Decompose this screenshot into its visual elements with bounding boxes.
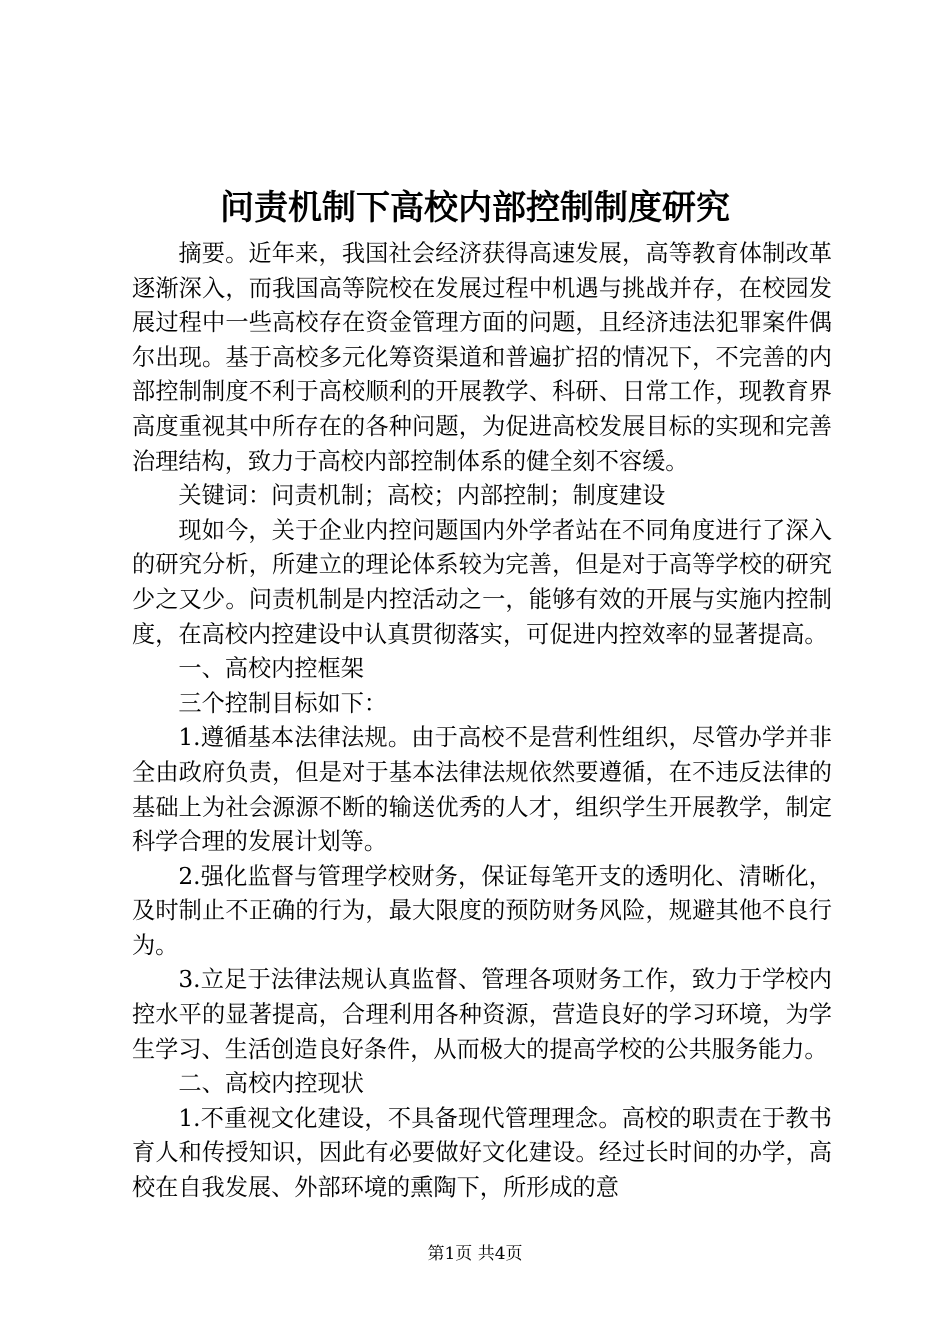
document-title: 问责机制下高校内部控制制度研究 — [220, 188, 730, 228]
keywords-paragraph: 关键词：问责机制；高校；内部控制；制度建设 — [178, 482, 666, 510]
objective-item-3: 3.立足于法律法规认真监督、管理各项财务工作，致力于学校内控水平的显著提高，合理利用各种资源，营造良好的学习环境，为学生学习、生活创造良好条件，从而极大的提高学校的公共服务能力。 — [132, 966, 832, 1063]
status-item-1: 1.不重视文化建设，不具备现代管理理念。高校的职责在于教书育人和传授知识，因此有必要做好文化建设。经过长时间的办学，高校在自我发展、外部环境的熏陶下，所形成的意 — [132, 1104, 832, 1202]
page-footer: 第1页 共4页 — [427, 1244, 523, 1264]
objective-item-1: 1.遵循基本法律法规。由于高校不是营利性组织，尽管办学并非全由政府负责，但是对于基本法律法规依然要遵循，在不违反法律的基础上为社会源源不断的输送优秀的人才，组织学生开展教学，制定科学合理的发展计划等。 — [132, 724, 832, 856]
section-heading-1: 一、高校内控框架 — [178, 655, 364, 683]
objectives-intro: 三个控制目标如下： — [178, 689, 388, 717]
document-body — [132, 237, 832, 1206]
objective-item-2: 2.强化监督与管理学校财务，保证每笔开支的透明化、清晰化，及时制止不正确的行为，最大限度的预防财务风险，规避其他不良行为。 — [132, 862, 832, 959]
section-heading-2: 二、高校内控现状 — [178, 1070, 364, 1098]
intro-paragraph: 现如今，关于企业内控问题国内外学者站在不同角度进行了深入的研究分析，所建立的理论体系较为完善，但是对于高等学校的研究少之又少。问责机制是内控活动之一，能够有效的开展与实施内控制度，在高校内控建设中认真贯彻落实，可促进内控效率的显著提高。 — [132, 516, 832, 648]
abstract-paragraph: 摘要。近年来，我国社会经济获得高速发展，高等教育体制改革逐渐深入，而我国高等院校在发展过程中机遇与挑战并存，在校园发展过程中一些高校存在资金管理方面的问题，且经济违法犯罪案件偶尔出现。基于高校多元化筹资渠道和普遍扩招的情况下，不完善的内部控制制度不利于高校顺利的开展教学、科研、日常工作，现教育界高度重视其中所存在的各种问题，为促进高校发展目标的实现和完善治理结构，致力于高校内部控制体系的健全刻不容缓。 — [132, 240, 832, 475]
